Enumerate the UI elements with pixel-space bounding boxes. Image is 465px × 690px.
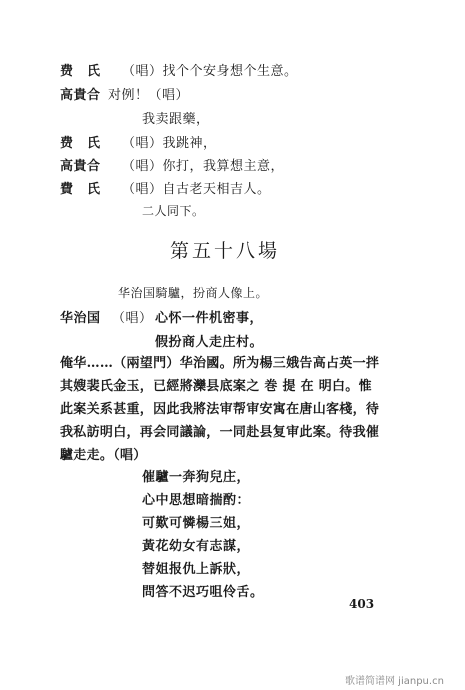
scene-title: 第五十八場 <box>170 240 281 262</box>
verse-line: 催驢一奔狗兒庄， <box>142 470 251 485</box>
scene-stage-direction: 华治国騎驢，扮商人像上。 <box>118 286 269 300</box>
speaker-name: 华治国 <box>60 311 101 326</box>
dialogue-text: 我卖跟藥， <box>142 112 210 127</box>
verse-line: 黃花幼女有志謀， <box>142 539 251 554</box>
verse-line: 替姐报仇上訴狀， <box>142 562 251 577</box>
page-number: 403 <box>349 597 375 611</box>
speaker-name: 费 氏 <box>60 136 101 151</box>
speaker-name: 高貴合 <box>60 159 101 174</box>
verse-line: 心中思想暗揣酌： <box>142 493 251 508</box>
watermark-text: 歌谱简谱网 jianpu.cn <box>345 676 444 687</box>
sing-mark: （唱） <box>112 311 153 326</box>
stage-direction-text: 二人同下。 <box>142 204 205 218</box>
speaker-name: 費 氏 <box>60 182 101 197</box>
speech-paragraph: 俺华……（兩望門）华治國。所为楊三娥告高占英一拌其嫂裴氏金玉，已經將灤县底案之 巻 提 在 明白。惟此案关系甚重，因此我將法审帮审安寓在唐山客棧，待我私訪明白，再会同議論，一同赴县复审此案。待我催驢走走。（唱） <box>60 356 380 463</box>
verse-line-2: 假扮商人走庄村。 <box>155 335 264 350</box>
verse-line: 可歎可憐楊三姐， <box>142 516 251 531</box>
dialogue-text: （唱）你打，我算想主意， <box>122 159 285 174</box>
verse-text: 心怀一件机密事， <box>155 311 264 326</box>
dialogue-text: 对例！（唱） <box>108 88 190 103</box>
dialogue-text: （唱）我跳神， <box>122 136 217 151</box>
dialogue-text: （唱）找个个安身想个生意。 <box>122 64 298 79</box>
verse-line: 問答不迟巧咀伶舌。 <box>142 585 264 600</box>
speaker-name: 高貴合 <box>60 88 101 103</box>
speaker-name: 费 氏 <box>60 64 101 79</box>
dialogue-text: （唱）自古老天相吉人。 <box>122 182 271 197</box>
